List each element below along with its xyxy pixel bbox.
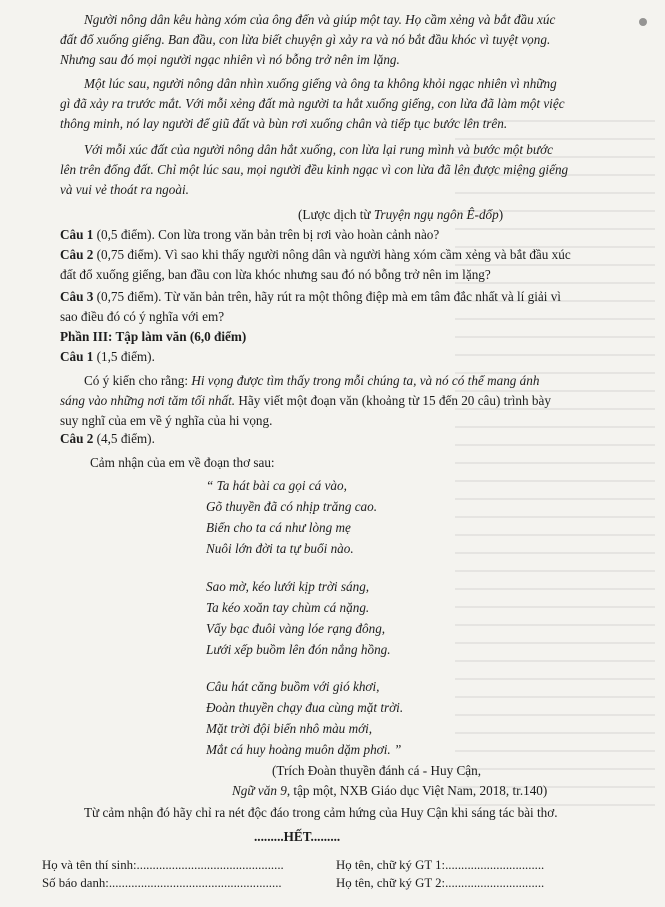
poem-line: Mắt cá huy hoàng muôn dặm phơi. ” — [206, 742, 402, 757]
question-1: Câu 1 (0,5 điểm). Con lừa trong văn bản trên bị rơi vào hoàn cảnh nào? — [60, 227, 440, 242]
part-3-heading: Phần III: Tập làm văn (6,0 điểm) — [60, 329, 247, 344]
story-line: Với mỗi xúc đất của người nông dân hắt xuống, con lừa lại rung mình và bước một bước — [84, 142, 553, 157]
poem-line: “ Ta hát bài ca gọi cá vào, — [206, 478, 347, 493]
bleed-through-shadow — [455, 120, 655, 820]
story-line: Nhưng sau đó mọi người ngạc nhiên vì nó bỗng trở nên im lặng. — [60, 52, 400, 67]
essay-q2-label: Câu 2 (4,5 điểm). — [60, 431, 155, 446]
candidate-name-field: Họ và tên thí sinh:.............................................. — [42, 858, 284, 872]
story-line: Một lúc sau, người nông dân nhìn xuống giếng và ông ta không khỏi ngạc nhiên vì những — [84, 76, 557, 91]
poem-line: Vẩy bạc đuôi vàng lóe rạng đông, — [206, 621, 386, 636]
essay-q1-prompt-cont: sáng vào những nơi tăm tối nhất. Hãy viết một đoạn văn (khoảng từ 15 đến 20 câu) trình bày — [60, 393, 551, 408]
poem-line: Nuôi lớn đời ta tự buổi nào. — [206, 541, 354, 556]
question-3: Câu 3 (0,75 điểm). Từ văn bản trên, hãy rút ra một thông điệp mà em tâm đắc nhất và lí giải vì — [60, 289, 561, 304]
poem-citation-source: Ngữ văn 9, tập một, NXB Giáo dục Việt Nam, 2018, tr.140) — [232, 783, 548, 798]
poem-line: Lưới xếp buồm lên đón nắng hồng. — [206, 642, 391, 657]
story-source: (Lược dịch từ Truyện ngụ ngôn Ê-dốp) — [298, 207, 504, 222]
poem-line: Mặt trời đội biển nhô màu mới, — [206, 721, 373, 736]
story-line: lên trên đống đất. Chỉ một lúc sau, mọi người đều kinh ngạc vì con lừa đã lên được miệng giếng — [60, 162, 569, 177]
poem-line: Đoàn thuyền chạy đua cùng mặt trời. — [206, 700, 404, 715]
poem-citation: (Trích Đoàn thuyền đánh cá - Huy Cận, — [272, 763, 482, 778]
essay-q1-prompt: Có ý kiến cho rằng: Hi vọng được tìm thấy trong mỗi chúng ta, và nó có thể mang ánh — [84, 373, 540, 388]
end-marker: .........HẾT......... — [254, 829, 341, 844]
essay-q2-task: Từ cảm nhận đó hãy chỉ ra nét độc đáo trong cảm hứng của Huy Cận khi sáng tác bài thơ. — [84, 805, 558, 820]
essay-q1-label: Câu 1 (1,5 điểm). — [60, 349, 155, 364]
poem-line: Biển cho ta cá như lòng mẹ — [206, 520, 351, 535]
story-line: Người nông dân kêu hàng xóm của ông đến và giúp một tay. Họ cầm xẻng và bắt đầu xúc — [84, 12, 556, 27]
poem-line: Sao mờ, kéo lưới kịp trời sáng, — [206, 579, 370, 594]
question-2: Câu 2 (0,75 điểm). Vì sao khi thấy người nông dân và người hàng xóm cầm xẻng và bắt đầu xúc — [60, 247, 571, 262]
poem-line: Câu hát căng buồm với gió khơi, — [206, 679, 380, 694]
question-2-cont: đất đổ xuống giếng, ban đầu con lừa khóc nhưng sau đó nó bỗng trở nên im lặng? — [60, 267, 491, 282]
question-3-cont: sao điều đó có ý nghĩa với em? — [60, 309, 225, 324]
candidate-number-field: Số báo danh:...................................................... — [42, 876, 282, 890]
poem-line: Gõ thuyền đã có nhịp trăng cao. — [206, 499, 378, 514]
scan-dot-mark — [639, 18, 647, 26]
story-line: và vui vẻ thoát ra ngoài. — [60, 182, 189, 197]
proctor-2-field: Họ tên, chữ ký GT 2:............................... — [336, 876, 545, 890]
poem-line: Ta kéo xoăn tay chùm cá nặng. — [206, 600, 370, 615]
essay-q1-prompt-end: suy nghĩ của em về ý nghĩa của hi vọng. — [60, 413, 273, 428]
story-line: đất đổ xuống giếng. Ban đầu, con lừa biết chuyện gì xảy ra và nó bắt đầu khóc vì tuyệt vọng. — [60, 32, 551, 47]
proctor-1-field: Họ tên, chữ ký GT 1:............................... — [336, 858, 545, 872]
essay-q2-intro: Cảm nhận của em về đoạn thơ sau: — [90, 455, 275, 470]
story-line: thông minh, nó lay người để giũ đất và bùn rơi xuống chân và tiếp tục bước lên trên. — [60, 116, 508, 131]
story-line: gì đã xảy ra trước mắt. Với mỗi xẻng đất mà người ta hắt xuống giếng, con lừa đã làm một việc — [60, 96, 565, 111]
